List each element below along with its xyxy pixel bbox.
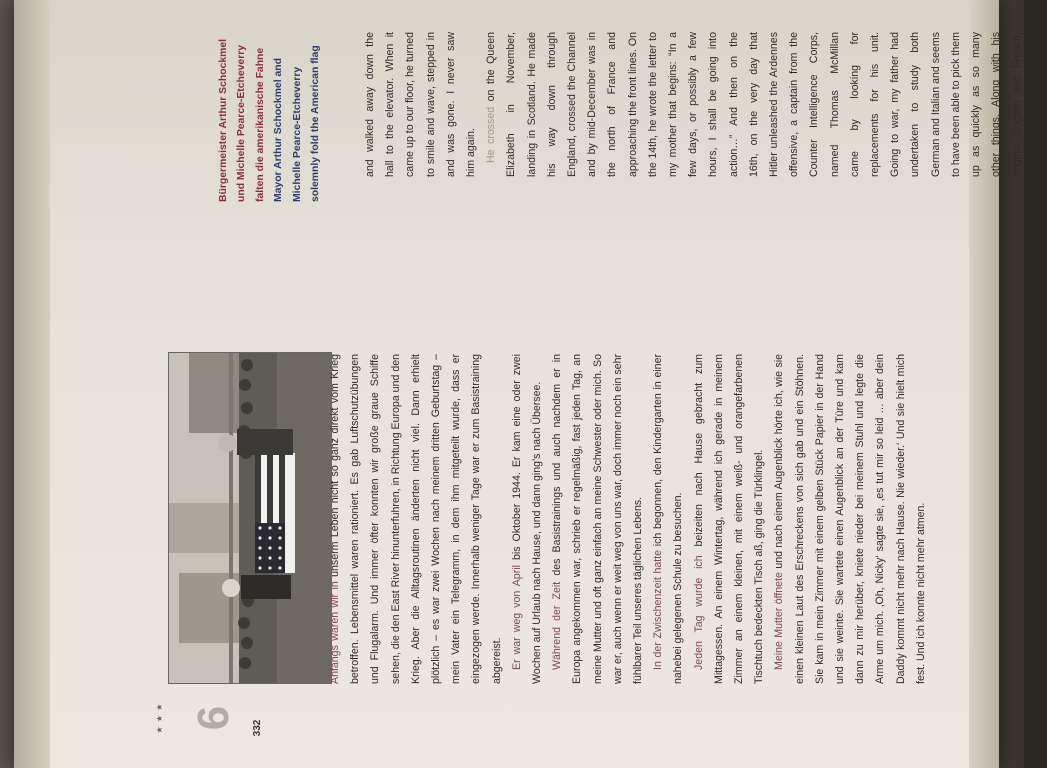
photo-illustration <box>169 353 331 683</box>
paragraph-text: und nach einem Augenblick hörte ich, wie sie einen kleinen Laut des Erschreckens von sich gab und ein Stöhnen. Sie kam in mein Zimmer mit einem gelben Stück Papier in der Hand und sie weinte. Sie wartete einen Augenblick an der Türe und kam dann zu mir herüber, kniete nieder bei meinem Stuhl und legte die Arme um mich. ‚Oh, Nicky‘ sagte sie, ‚es tut mir so leid … aber dein Daddy kommt nicht mehr nach Hause. Nie wieder.‘ Und sie hielt mich fest. Und ich konnte nicht mehr atmen. <box>773 353 927 684</box>
paragraph-lead: In der Zwischenzeit hatte <box>652 549 665 670</box>
caption-english: Mayor Arthur Schockmel and Michelle Pearce-Etcheverry solemnly fold the American flag <box>273 45 322 202</box>
german-paragraph <box>507 354 547 684</box>
paragraph-text: unserm Leben nicht so ganz direkt vom Krieg betroffen. Lebensmittel waren rationiert. Es gab Luftschutzübungen und Flugalarm. Und immer öfter konnten wir große graue Schiffe sehen, die den East River hinunterfuhren, in Richtung Europa und den Krieg. Aber die Alltagsroutinen änderten nicht viel. Dann erhielt plötzlich – es war zwei Wochen nach meinem dritten Geburtstag – mein Vater ein Telegramm, in dem ihm mitgeteilt wurde, dass er eingezogen werde. Innerhalb weniger Tage war er zum Basistraining abgereist. <box>329 354 503 684</box>
german-paragraph <box>689 354 770 684</box>
german-paragraph <box>648 354 688 684</box>
english-text-column <box>360 32 1047 177</box>
german-paragraph <box>547 354 648 684</box>
paragraph-text: on the Queen Elizabeth in November, landing in Scotland. He made his way down through England, crossed the Channel and by mid-December was in the north of France and approaching the front lines. On the 14th, he wrote the letter to my mother that begins: “In a few days, or possibly a few hours, I shall be going into action…” And then on the 16th, on the very day that Hitler unleashed the Ardennes offensive, a captain from the Counter Intelligence Corps, named Thomas McMillan came by looking for replacements for his unit. Going to war, my father had undertaken to study both German and Italian and seems to have been able to pick them up as quickly as so many other things. Along with his original English and French, he was now fluent in four <box>485 32 1043 177</box>
german-paragraph <box>325 354 507 684</box>
paragraph-lead: Jeden Tag wurde ich <box>692 555 705 670</box>
paragraph-text: des Basistrainings und auch nachdem er in Europa angekommen war, schrieb er regelmäßig, fast jeden Tag, an meine Mutter und oft ganz einfach an meine Schwester oder mich. So war er, auch wenn er weit weg von uns war, doch immer noch ein sehr fühlbarer Teil unseres täglichen Lebens. <box>551 353 645 684</box>
english-paragraph <box>481 32 1047 177</box>
caption-german: Bürgermeister Arthur Schockmel und Michelle Pearce-Etcheverry falten die amerikanische Fahne <box>218 38 266 202</box>
paragraph-lead: He crossed <box>485 106 498 163</box>
paragraph-text: and walked away down the hall to the elevator. When it came up to our floor, he turned to smile and wave, stepped in and was gone. I never saw him again. <box>364 32 478 177</box>
german-text-column <box>325 354 931 684</box>
rotated-page-content <box>14 0 1043 768</box>
paragraph-lead: Er war weg von April <box>510 565 523 670</box>
paragraph-lead: Anfangs waren wir in <box>329 581 341 684</box>
chapter-number: 6 <box>189 705 238 731</box>
paragraph-text: bis Oktober 1944. Er kam eine oder zwei Wochen auf Urlaub nach Hause, und dann ging’s nach Übersee. <box>510 354 544 684</box>
paragraph-lead: Während der Zeit <box>551 581 564 670</box>
book-page <box>14 0 1043 768</box>
paragraph-text: beizeiten nach Hause gebracht zum Mittagessen. An einem Wintertag, während ich gerade in meinem Zimmer an einem kleinen, mit einem weiß- und orangefarbenen Tischtuch bedeckten Tisch aß, ging die Türklingel. <box>692 354 766 684</box>
german-paragraph <box>769 354 931 684</box>
paragraph-text: ich begonnen, den Kindergarten in einer nahebei gelegenen Schule zu besuchen. <box>652 354 685 684</box>
page-number: 332 <box>252 719 263 737</box>
flag-folding-photo <box>168 352 332 684</box>
photo-caption <box>215 32 325 202</box>
chapter-ornament-stars: ★ ★ ★ <box>155 702 164 734</box>
english-paragraph <box>360 32 481 177</box>
paragraph-lead: Meine Mutter öffnete <box>773 572 786 670</box>
